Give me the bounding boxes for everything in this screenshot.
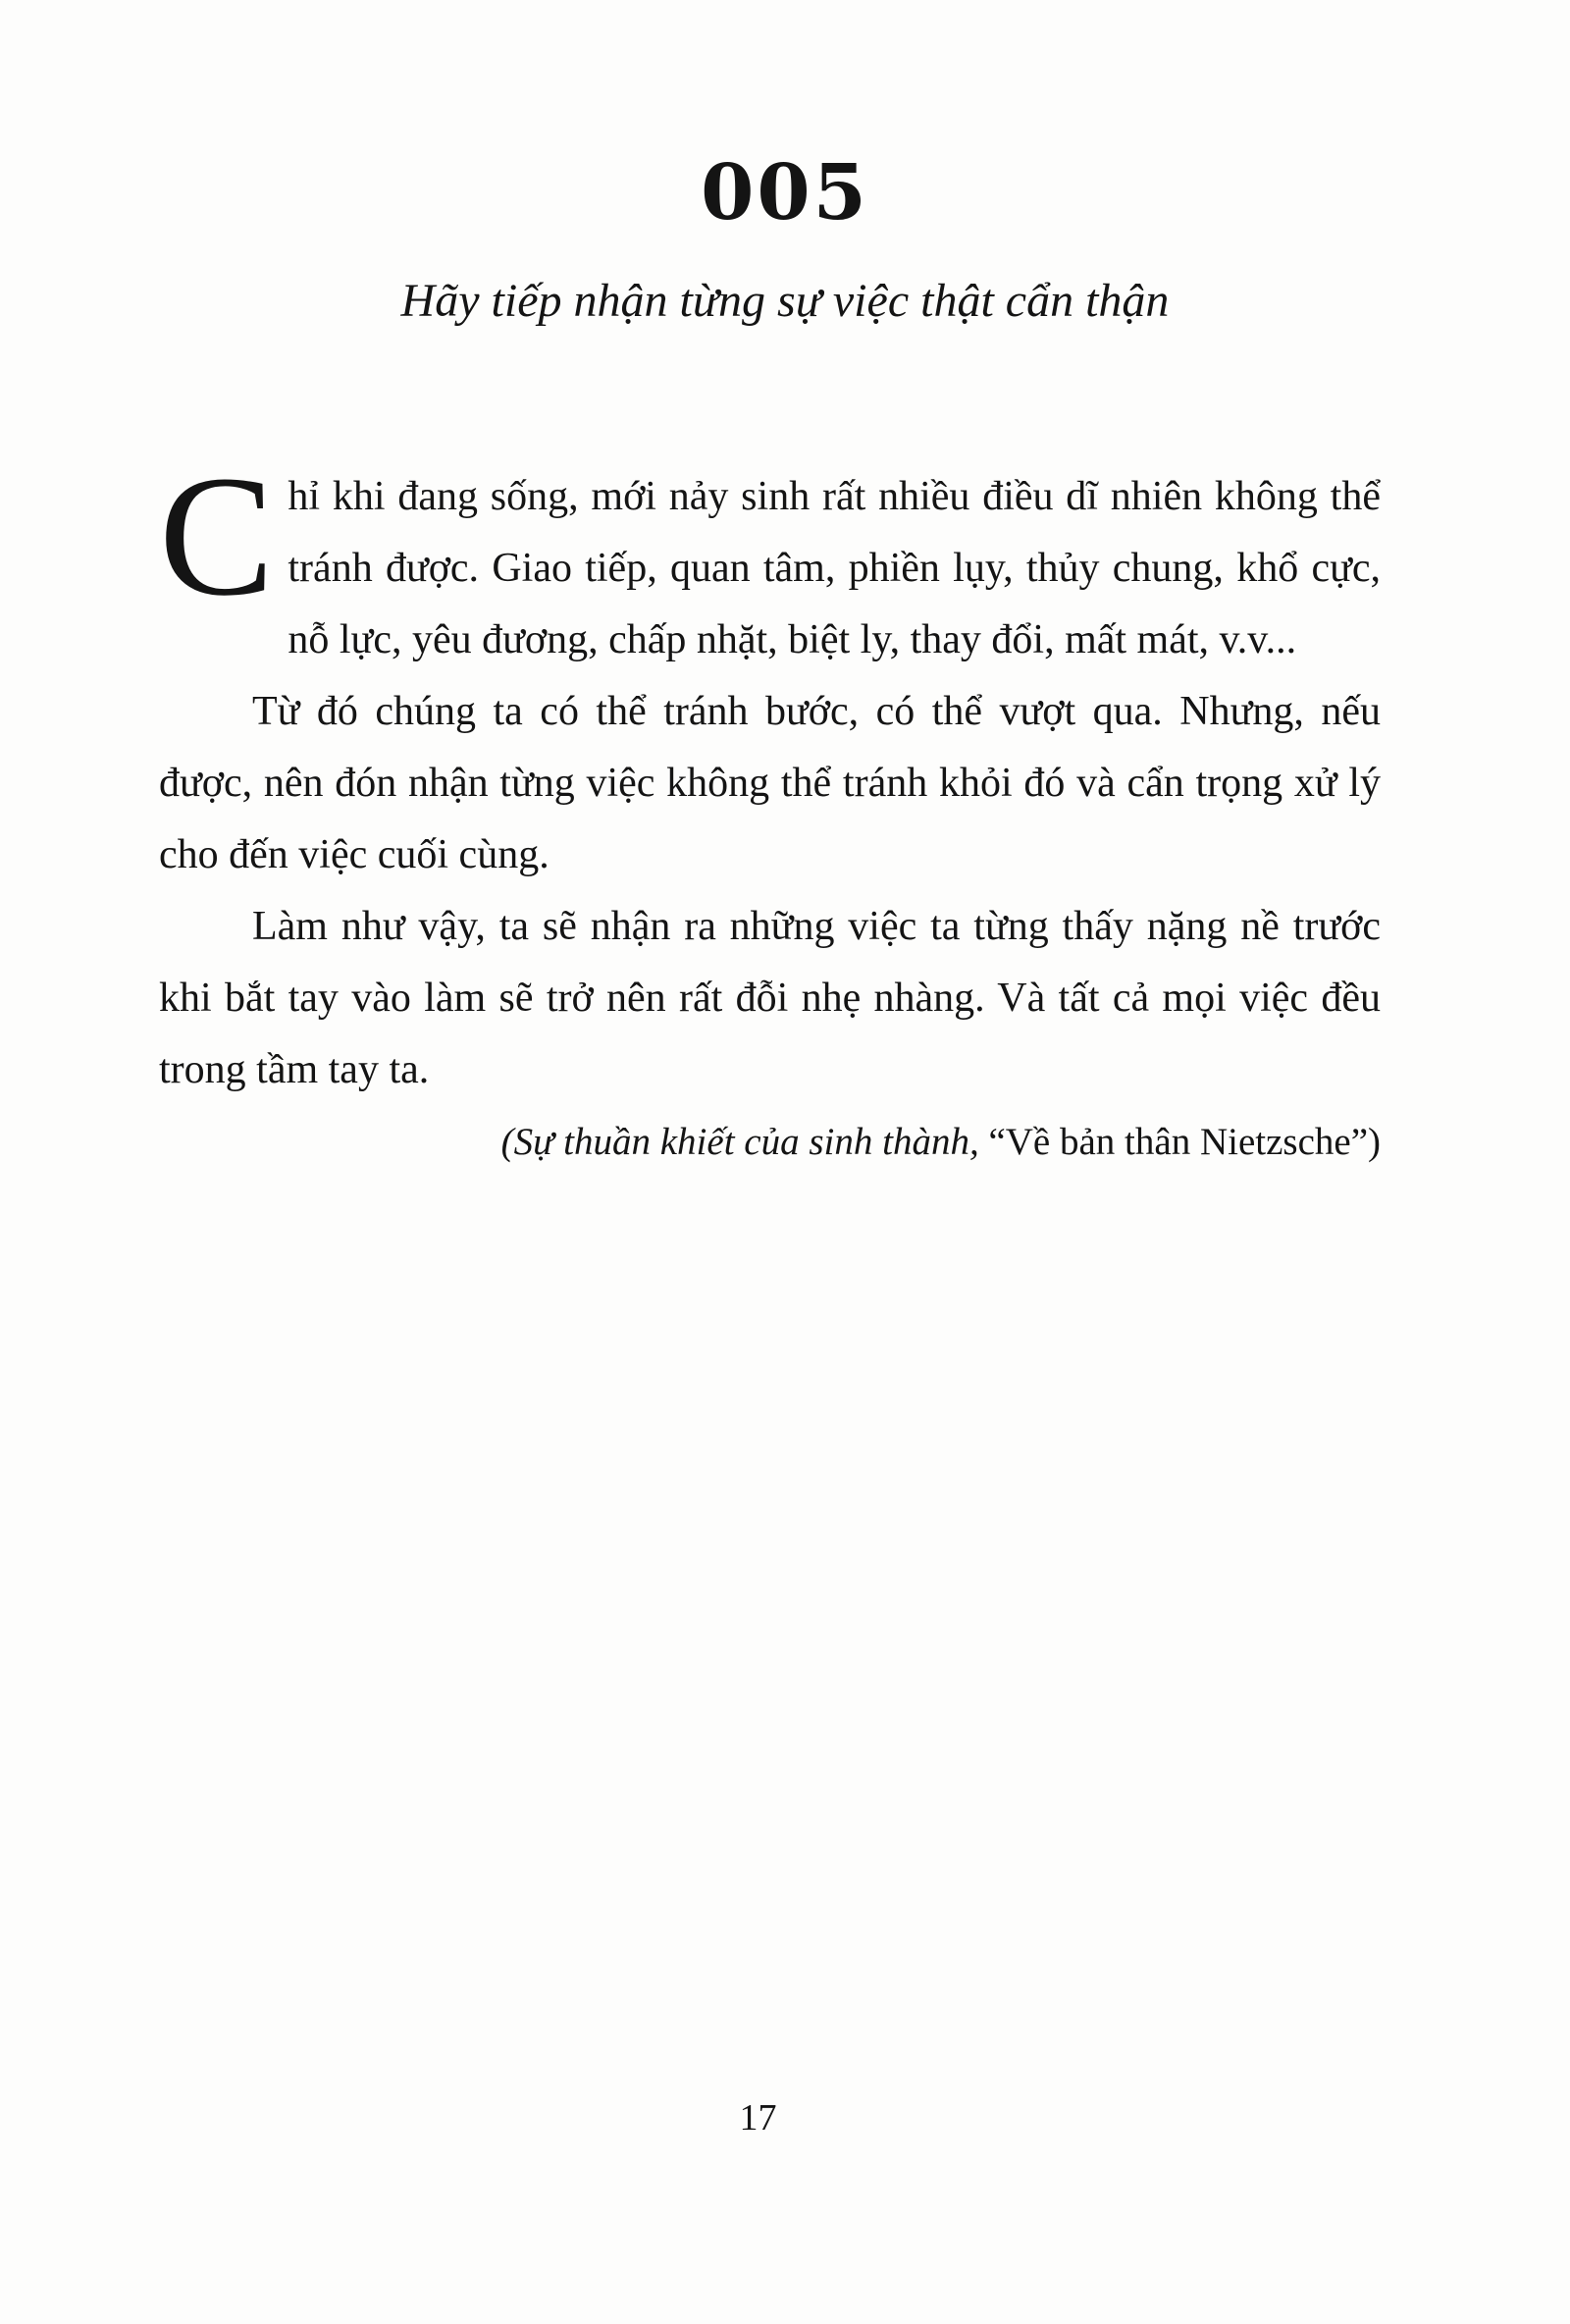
paragraph-2: Từ đó chúng ta có thể tránh bước, có thể vượt qua. Nhưng, nếu được, nên đón nhận từng việc không thể tránh khỏi đó và cẩn trọng xử lý cho đến việc cuối cùng. [159,689,1381,877]
body-text [159,441,1381,1175]
paragraph-3: Làm như vậy, ta sẽ nhận ra những việc ta từng thấy nặng nề trước khi bắt tay vào làm sẽ trở nên rất đỗi nhẹ nhàng. Và tất cả mọi việc đều trong tầm tay ta. [159,904,1381,1092]
paragraph-1-text: hỉ khi đang sống, mới nảy sinh rất nhiều điều dĩ nhiên không thể tránh được. Giao tiếp, quan tâm, phiền lụy, thủy chung, khổ cực, nỗ lực, yêu đương, chấp nhặt, biệt ly, thay đổi, mất mát, v.v... [288,474,1381,662]
dropcap-letter: C [159,441,275,632]
chapter-number: 005 [701,148,869,238]
citation [159,1110,1381,1175]
page-number: 17 [739,2097,777,2139]
citation-source-subtitle: “Về bản thân Nietzsche”) [978,1121,1381,1163]
citation-source-title: (Sự thuần khiết của sinh thành, [500,1121,979,1163]
chapter-title: Hãy tiếp nhận từng sự việc thật cẩn thận [400,275,1170,327]
paragraph-1 [159,441,1381,676]
